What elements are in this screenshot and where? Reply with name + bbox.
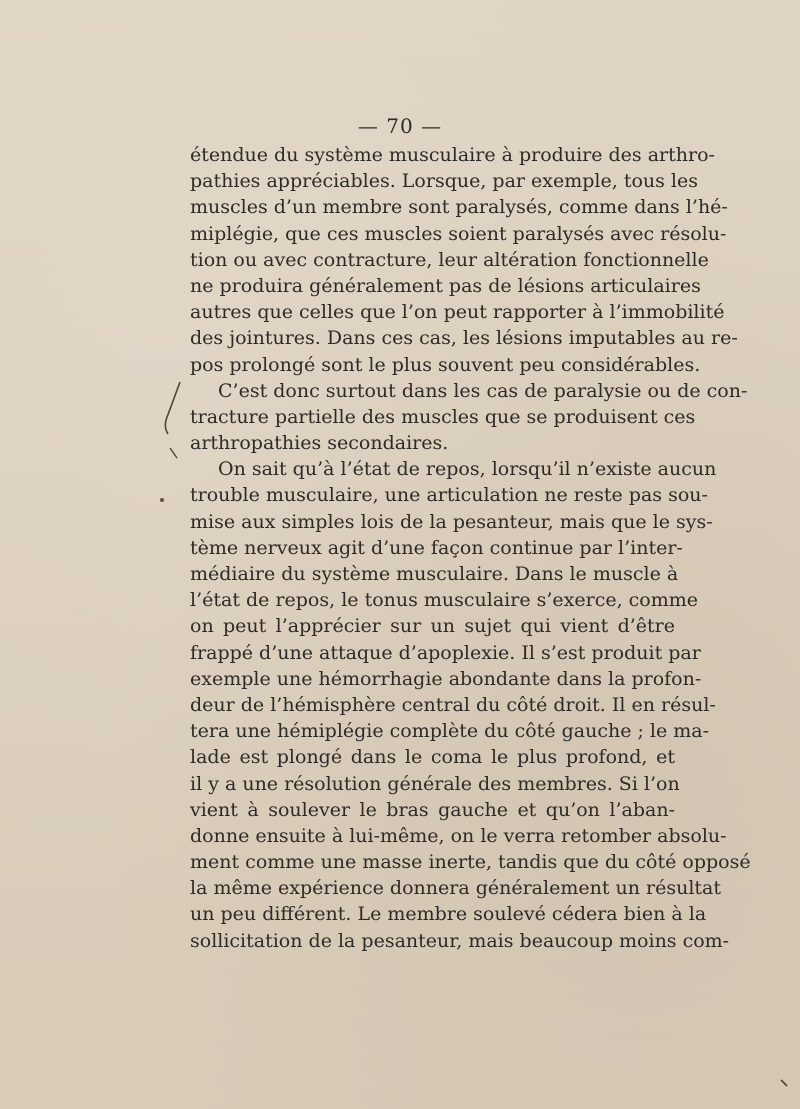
text-line: frappé d’une attaque d’apoplexie. Il s’est produit par: [190, 641, 701, 664]
body-text: [190, 142, 751, 954]
text-line: tera une hémiplégie complète du côté gauche ; le ma-: [190, 720, 710, 743]
text-line: pathies appréciables. Lorsque, par exemple, tous les: [190, 170, 698, 193]
corner-ink-mark: [780, 1079, 788, 1087]
text-line: trouble musculaire, une articulation ne reste pas sou-: [190, 484, 708, 507]
text-line: un peu différent. Le membre soulevé cédera bien à la: [190, 903, 707, 926]
margin-tick-mark: [168, 446, 180, 460]
page-number-header: — 70 —: [357, 114, 443, 138]
paragraph-first-line: On sait qu’à l’état de repos, lorsqu’il n’existe aucun: [218, 458, 717, 481]
text-line: il y a une résolution générale des membres. Si l’on: [190, 772, 680, 795]
text-line: deur de l’hémisphère central du côté droit. Il en résul-: [190, 693, 716, 716]
paragraph-last-line: arthropathies secondaires.: [190, 432, 449, 455]
text-line: exemple une hémorrhagie abondante dans la profon-: [190, 667, 702, 690]
text-line: sollicitation de la pesanteur, mais beaucoup moins com-: [190, 929, 730, 952]
margin-dot-mark: [160, 498, 164, 502]
text-line: médiaire du système musculaire. Dans le muscle à: [190, 563, 679, 585]
text-line: lade est plongé dans le coma le plus profond, et: [190, 746, 675, 769]
text-line: étendue du système musculaire à produire des arthro-: [190, 144, 715, 166]
text-line: miplégie, que ces muscles soient paralysés avec résolu-: [190, 222, 727, 245]
text-line: on peut l’apprécier sur un sujet qui vient d’être: [190, 615, 675, 638]
margin-slash-mark: [160, 378, 184, 438]
text-line: des jointures. Dans ces cas, les lésions imputables au re-: [190, 327, 738, 350]
text-line: l’état de repos, le tonus musculaire s’exerce, comme: [190, 589, 699, 612]
text-line: muscles d’un membre sont paralysés, comme dans l’hé-: [190, 196, 728, 219]
text-line: donne ensuite à lui-même, on le verra retomber absolu-: [190, 824, 727, 847]
paragraph-first-line: C’est donc surtout dans les cas de paralysie ou de con-: [218, 379, 748, 402]
text-line: pos prolongé sont le plus souvent peu considérables.: [190, 353, 701, 376]
text-line: tracture partielle des muscles que se produisent ces: [190, 405, 696, 428]
text-line: vient à soulever le bras gauche et qu’on l’aban-: [190, 798, 675, 821]
text-line: la même expérience donnera généralement un résultat: [190, 877, 721, 900]
text-line: ne produira généralement pas de lésions articulaires: [190, 274, 701, 297]
text-line: ment comme une masse inerte, tandis que du côté opposé: [190, 851, 751, 874]
text-line: tème nerveux agit d’une façon continue par l’inter-: [190, 536, 683, 559]
text-line: tion ou avec contracture, leur altération fonctionnelle: [190, 248, 709, 271]
text-line: autres que celles que l’on peut rapporter à l’immobilité: [190, 301, 725, 324]
text-line: mise aux simples lois de la pesanteur, mais que le sys-: [190, 510, 713, 533]
